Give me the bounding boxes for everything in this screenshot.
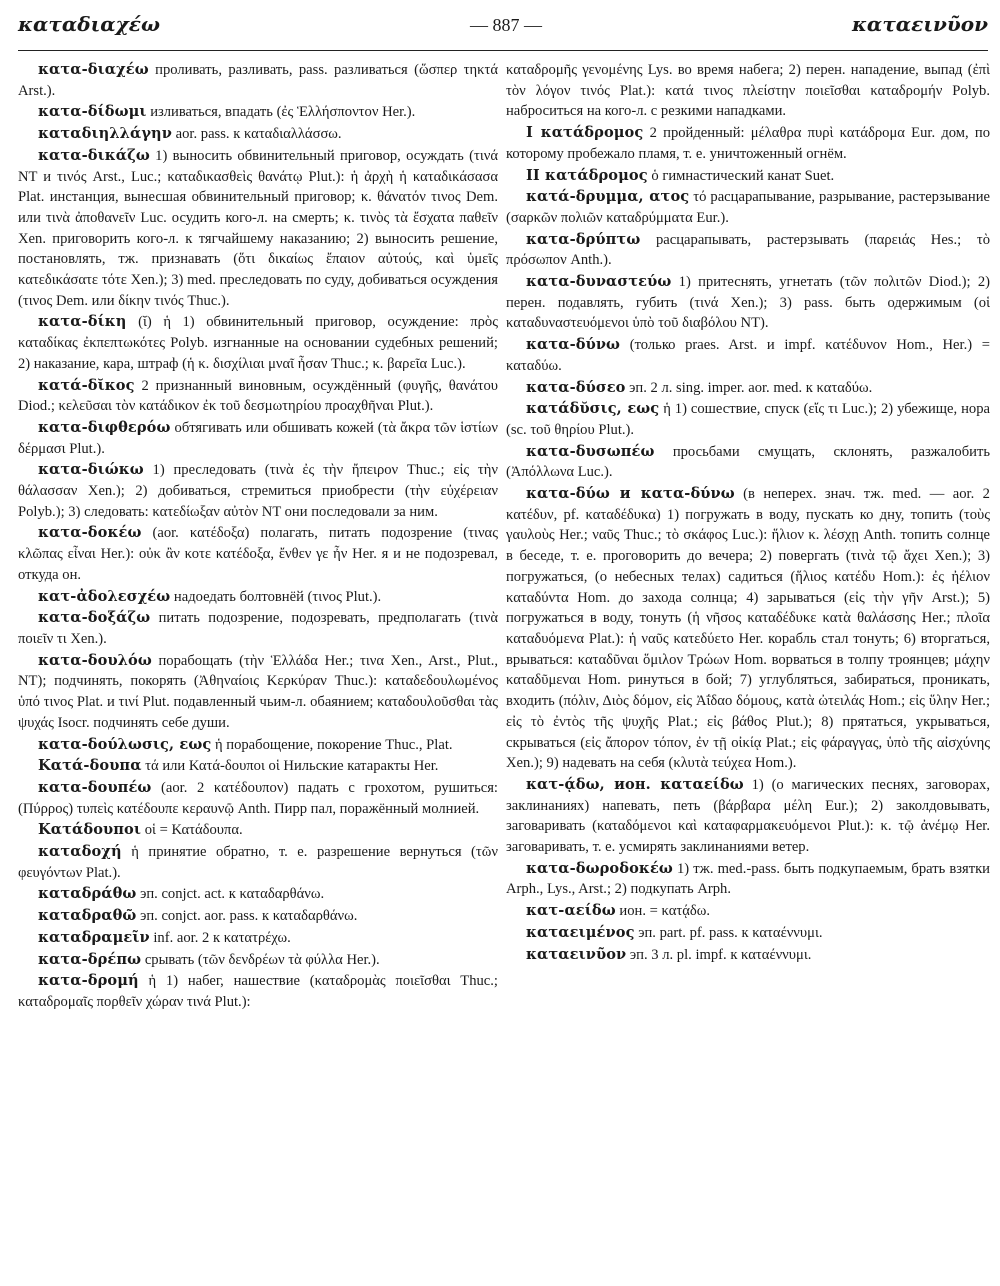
dictionary-entry [18,756,498,777]
dictionary-entry [18,102,498,123]
entry-definition: просьбами смущать, склонять, разжалобить (Ἀπόλλωνα Luc.). [506,443,990,481]
entry-headword: κατα-δύνω [526,336,621,354]
entry-headword: κατα-δύω и κατα-δύνω [526,485,735,503]
entry-headword: I κατάδρομος [526,124,644,142]
entry-definition: эп. 2 л. sing. imper. aor. med. к καταδύω. [625,379,873,396]
entry-headword: κατα-δίδωμι [38,103,147,121]
entry-definition: расцарапывать, растерзывать (παρειάς Hes.; τὸ πρόσωπον Anth.). [506,231,990,269]
entry-definition: изливаться, впадать (ἐς Ἑλλήσποντον Her.). [146,104,416,121]
dictionary-entry [18,842,498,883]
entry-definition: 1) выносить обвинительный приговор, осуждать (τινά NT и τινός Arst., Luc.; καταδικασθεὶς θανάτῳ Plut.): ἡ ἀρχὴ ἡ καταδικάσασα Plat. инстанция, вынесшая обвинительный приговор; κ. θάνατόν τινος Dem. или τινὰ ἀποθανεῖν Luc. осудить кого-л. на смерть; κ. τινὸς τὰ ἔσχατα παθεῖν Xen. приговорить кого-л. к тягчайшему наказанию; 2) выносить решение, постановлять, тж. признавать (ὅτι δικαίως ἔπαιον αὐτούς, καὶ ὑμεῖς κατεδικάσατε τότε Xen.); 3) med. преследовать по суду, добиваться осуждения (τινος Dem. или δίκην τινός Thuc.). [18,147,498,309]
entry-headword: κατα-δίκη [38,313,127,331]
entry-headword: καταδραμεῖν [38,928,150,946]
dictionary-entry [18,523,498,585]
dictionary-entry [506,230,990,271]
dictionary-entry [506,923,990,944]
entry-definition: (ῐ) ἡ 1) обвинительный приговор, осуждение: πρὸς καταδίκας ἐκπεπτωκότες Polyb. изгнанные на основании судебных решений; 2) наказание, кара, штраф (ἡ κ. δισχίλιαι μναῖ ἦσαν Thuc.; κ. βαρεῖα Luc.). [18,314,498,372]
entry-headword: κατα-δικάζω [38,146,150,164]
entry-definition: 1) преследовать (τινὰ ἐς τὴν ἤπειρον Thuc.; εἰς τὴν θάλασσαν Xen.); 2) добиваться, стремиться приобрести (τὴν εὐχέρειαν Polyb.); 3) следовать: κατεδίωξαν αὐτὸν NT они последовали за ним. [18,462,498,520]
dictionary-entry [18,884,498,905]
dictionary-entry [506,775,990,858]
dictionary-entry [18,735,498,756]
entry-headword: κατ-ᾴδω, ион. καταείδω [526,775,744,793]
entry-headword: καταεινῦον [526,945,627,963]
entry-definition: aor. pass. к καταδιαλλάσσω. [172,126,342,143]
entry-headword: κατα-διφθερόω [38,418,171,436]
entry-definition: эп. part. pf. pass. к καταέννυμι. [634,924,823,941]
dictionary-entry [506,399,990,440]
entry-headword: κατα-δοκέω [38,524,142,542]
dictionary-entry [18,651,498,734]
entry-headword: κατα-δοξάζω [38,609,151,627]
entry-definition: проливать, разливать, pass. разливаться (ὥσπερ τηκτά Arst.). [18,62,498,99]
entry-definition: inf. aor. 2 к κατατρέχω. [149,929,291,946]
entry-headword: κατα-δύσεο [526,378,626,396]
entry-definition: порабощать (τὴν Ἑλλάδα Her.; τινα Xen., Arst., Plut., NT); подчинять, покорять (Ἀθηναίοις Κερκύραν Thuc.): καταδεδουλωμένος ὑπό τινος Plat. и τινί Plut. подавленный чьим-л. обаянием; καταδουλοῦσθαι τὰς ψυχάς Isocr. подчинять себе души. [18,652,498,731]
dictionary-entry [18,60,498,101]
entry-definition: эп. conjct. aor. pass. к καταδαρθάνω. [136,908,358,925]
entry-definition: 1) тж. med.-pass. быть подкупаемым, брать взятки Arph., Lys., Arst.; 2) подкупать Arph. [506,860,990,898]
dictionary-entry [18,587,498,608]
entry-definition: ἡ порабощение, покорение Thuc., Plat. [211,736,453,753]
entry-definition: срывать (τῶν δενδρέων τὰ φύλλα Her.). [141,951,380,968]
entry-definition: (в неперех. знач. тж. med. — aor. 2 κατέδυν, pf. καταδέδυκα) 1) погружать в воду, пускать ко дну, топить (τοὺς γαυλοὺς Her.; ναῦς Thuc.; τὸ σκάφος Luc.): ἥλιον κ. λέσχῃ Anth. топить солнце в беседе, т. е. проговорить до вечера; 2) повергать (τινὰ τῷ ἄχει Xen.); 3) погружаться, (о небесных телах) садиться (ἥλιος κατέδυ Hom.): ἐς ἠέλιον καταδύντα Hom. до захода солнца; 4) зарываться (εἰς τὴν γῆν Arst.); 5) погружаться в воду, тонуть (ἡ νῆσος καταδέδυκε κατὰ θαλάσσης Her.; πλοῖα καταδυόμενα Plat.): ἡ ναῦς κατεδύετο Her. корабль стал тонуть; 6) вторгаться, врываться: καταδῦναι ὅμιλον Τρώων Hom. ворваться в толпу троянцев; μάχην καταδῦμεναι Hom. ринуться в бой; 7) углубляться, забираться, проникать, входить (πόλιν, Διὸς δόμον, εἰς Ἀΐδαο δόμους, κατὰ ὠτειλάς Hom.; εἰς ὕλην Her.; εἰς τὸ ἐντὸς τῆς ψυχῆς Plat.; εἰς βάθος Plut.); 8) прятаться, укрываться, скрываться (εἰς ἄπορον τόπον, ἐν τῇ οἰκίᾳ Plat.; εἰς φάραγγας, ὑπὸ τῆς αἰσχύνης Xen.); 9) надевать на себя (κλυτὰ τεύχεα Hom.). [506,486,990,772]
dictionary-entry [18,460,498,522]
entry-headword: Κατά-δουπα [38,757,142,775]
entry-headword: καταδράθω [38,885,137,903]
entry-definition: (aor. 2 κατέδουπον) падать с грохотом, рушиться: (Πύρρος) τυπεὶς κατέδουπε κεραυνῷ Anth. Пирр пал, поражённый молнией. [18,779,498,817]
entry-headword: κατα-δουπέω [38,778,152,796]
entry-headword: καταδραθῶ [38,907,137,925]
entry-headword: Κατάδουποι [38,821,142,839]
entry-definition: ἡ принятие обратно, т. е. разрешение вернуться (τῶν φευγόντων Plat.). [18,844,498,881]
dictionary-entry [506,272,990,334]
entry-definition: 1) притеснять, угнетать (τῶν πολιτῶν Diod.); 2) перен. подавлять, губить (τινά Xen.); 3) pass. быть одержимым (οἱ καταδυναστευόμενοι ὑπὸ τοῦ διαβόλου NT). [506,274,990,332]
entry-definition: καταδρομῆς γενομένης Lys. во время набега; 2) перен. нападение, выпад (ἐπὶ τὸν λόγον τινός Plat.): κατά τινος πλείστην ποιεῖσθαι καταδρομήν Polyb. наброситься на кого-л. с резкими нападками. [506,62,990,120]
right-column [506,60,990,1278]
entry-headword: καταδοχή [38,843,122,861]
dictionary-entry [506,335,990,376]
entry-definition: 2 признанный виновным, осуждённый (φυγῆς, θανάτου Diod.; κελεῦσαι τὸν κατάδικον ἐκ τοῦ δεσμωτηρίου προαχθῆναι Plut.). [18,377,498,415]
entry-definition: эп. 3 л. pl. impf. к καταέννυμι. [626,946,812,963]
entry-definition: питать подозрение, подозревать, предполагать (τινὰ ποιεῖν τι Xen.). [18,610,498,647]
entry-headword: κατα-δωροδοκέω [526,859,673,877]
dictionary-entry [18,906,498,927]
entry-definition: ὁ гимнастический канат Suet. [647,167,835,184]
entry-headword: κατ-αείδω [526,902,616,920]
entry-definition: οἱ = Κατάδουπα. [141,822,243,839]
entry-headword: II κατάδρομος [526,166,648,184]
dictionary-entry [18,418,498,459]
entry-headword: κατα-δρομή [38,972,139,990]
entry-definition: 2 пройденный: μέλαθρα πυρὶ κατάδρομα Eur. дом, по которому пробежало пламя, т. е. уничтоженный огнём. [506,125,990,162]
page-number: — 887 — [469,15,542,35]
entry-headword: κατ-ἀδολεσχέω [38,587,171,605]
entry-definition: τό расцарапывание, разрывание, растерзывание (σαρκῶν πολιῶν καταδρύμματα Eur.). [506,189,990,226]
page-header [18,12,988,46]
dictionary-entry [506,378,990,399]
left-column [18,60,498,1278]
dictionary-entry [18,312,498,374]
dictionary-entry [18,124,498,145]
entry-headword: κατά-δῐκος [38,376,135,394]
entry-definition: 1) (о магических песнях, заговорах, заклинаниях) напевать, петь (βάρβαρα μέλη Eur.); 2) заколдовывать, заговаривать (καταδόμενοι καὶ καταφαρμακευόμενοι Plut.): κ. τῷ ἀνέμῳ Her. заговаривать, т. е. усмирять заклинаниями ветер. [506,776,990,856]
dictionary-entry [18,971,498,1012]
dictionary-entry [506,123,990,164]
dictionary-entry [506,484,990,774]
entry-headword: κατα-δυναστεύω [526,273,672,291]
entry-definition: ион. = κατᾴδω. [615,903,711,920]
entry-definition: (только praes. Arst. и impf. κατέδυνον Hom., Her.) = καταδύω. [506,337,990,374]
dictionary-entry [18,146,498,312]
entry-headword: κατα-δρύπτω [526,230,641,248]
entry-definition: τά или Κατά-δουποι οἱ Нильские катаракты Her. [141,758,439,775]
entry-definition: ἡ 1) сошествие, спуск (εἴς τι Luc.); 2) убежище, нора (sc. τοῦ θηρίου Plut.). [506,401,990,438]
dictionary-entry [18,820,498,841]
entry-headword: κατα-δρέπω [38,950,142,968]
header-rule [18,50,988,51]
entry-definition: надоедать болтовнёй (τινος Plut.). [170,588,382,605]
dictionary-entry [18,608,498,649]
dictionary-entry [506,901,990,922]
dictionary-entry [506,60,990,122]
entry-headword: καταειμένος [526,923,635,941]
dictionary-entry [506,945,990,966]
dictionary-entry [18,950,498,971]
running-headword-left: καταδιαχέω [18,12,160,36]
dictionary-entry [506,442,990,483]
dictionary-entry [506,166,990,187]
entry-definition: обтягивать или обшивать кожей (τὰ ἄκρα τῶν ἱστίων δέρμασι Plut.). [18,419,498,457]
dictionary-entry [506,859,990,900]
entry-headword: καταδιηλλάγην [38,125,172,143]
entry-headword: κατάδῠσις, εως [526,400,660,418]
dictionary-entry [18,928,498,949]
entry-definition: эп. conjct. act. к καταδαρθάνω. [136,886,325,903]
entry-definition: (aor. κατέδοξα) полагать, питать подозрение (τινας κλῶπας εἶναι Her.): οὐκ ἂν κοτε κατέδοξα, ἔνθεν γε ἦν Her. я и не подозревал, откуда он. [18,525,498,583]
entry-headword: κατα-δυσωπέω [526,442,655,460]
dictionary-entry [18,376,498,417]
dictionary-entry [506,187,990,228]
entry-headword: κατα-διώκω [38,461,144,479]
entry-headword: κατα-δούλωσις, εως [38,735,212,753]
entry-headword: κατά-δρυμμα, ατος [526,188,690,206]
entry-headword: κατα-δουλόω [38,651,152,669]
entry-definition: ἡ 1) набег, нашествие (καταδρομὰς ποιεῖσθαι Thuc.; καταδρομαῖς πορθεῖν χώραν τινά Plut.): [18,973,498,1010]
running-headword-right: καταεινῦον [851,12,988,36]
dictionary-entry [18,778,498,819]
entry-headword: κατα-διαχέω [38,61,149,78]
